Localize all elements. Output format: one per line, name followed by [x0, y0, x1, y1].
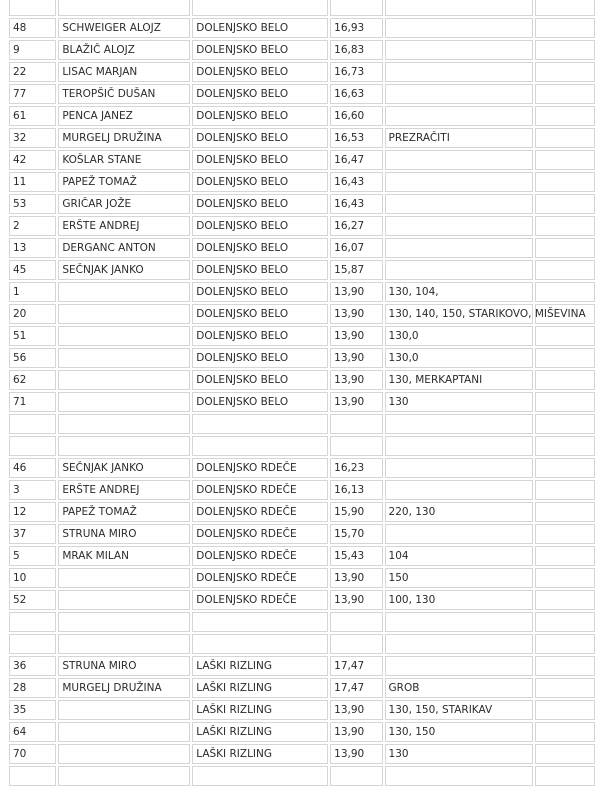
producer-name-cell: PENCA JANEZ [58, 106, 190, 126]
table-row [9, 194, 595, 214]
producer-name-cell [58, 766, 190, 786]
extra-cell [535, 612, 595, 632]
wine-type-cell: LAŠKI RIZLING [192, 744, 328, 764]
producer-name-cell [58, 436, 190, 456]
score-cell [330, 766, 382, 786]
sample-number-cell: 70 [9, 744, 56, 764]
producer-name-cell: DERGANC ANTON [58, 238, 190, 258]
wine-type-cell: DOLENJSKO RDEČE [192, 546, 328, 566]
producer-name-cell: GRIČAR JOŽE [58, 194, 190, 214]
producer-name-cell [58, 304, 190, 324]
table-row [9, 238, 595, 258]
wine-type-cell: DOLENJSKO BELO [192, 260, 328, 280]
remarks-cell [385, 62, 533, 82]
producer-name-cell [58, 392, 190, 412]
producer-name-cell: SEČNJAK JANKO [58, 260, 190, 280]
remarks-cell: 130,0 [385, 348, 533, 368]
extra-cell [535, 458, 595, 478]
sample-number-cell [9, 0, 56, 16]
remarks-cell: 130, 150 [385, 722, 533, 742]
table-row [9, 590, 595, 610]
producer-name-cell [58, 722, 190, 742]
table-row [9, 480, 595, 500]
score-cell: 13,90 [330, 348, 382, 368]
remarks-cell [385, 612, 533, 632]
wine-type-cell: DOLENJSKO BELO [192, 150, 328, 170]
table-row [9, 568, 595, 588]
producer-name-cell: KOŠLAR STANE [58, 150, 190, 170]
table-row [9, 0, 595, 16]
sample-number-cell: 52 [9, 590, 56, 610]
extra-cell [535, 722, 595, 742]
score-cell: 16,63 [330, 84, 382, 104]
score-cell: 16,07 [330, 238, 382, 258]
wine-type-cell: LAŠKI RIZLING [192, 722, 328, 742]
sample-number-cell: 13 [9, 238, 56, 258]
sample-number-cell: 71 [9, 392, 56, 412]
table-row [9, 216, 595, 236]
producer-name-cell: MURGELJ DRUŽINA [58, 678, 190, 698]
sample-number-cell: 9 [9, 40, 56, 60]
extra-cell [535, 744, 595, 764]
extra-cell [535, 0, 595, 16]
table-row [9, 62, 595, 82]
producer-name-cell: SCHWEIGER ALOJZ [58, 18, 190, 38]
wine-type-cell: DOLENJSKO BELO [192, 62, 328, 82]
remarks-cell [385, 172, 533, 192]
wine-type-cell: DOLENJSKO BELO [192, 84, 328, 104]
table-row [9, 150, 595, 170]
producer-name-cell: PAPEŽ TOMAŽ [58, 502, 190, 522]
remarks-cell [385, 84, 533, 104]
score-cell: 16,83 [330, 40, 382, 60]
sample-number-cell: 12 [9, 502, 56, 522]
table-row [9, 414, 595, 434]
table-row [9, 18, 595, 38]
table-row [9, 546, 595, 566]
remarks-cell: PREZRAČITI [385, 128, 533, 148]
score-cell: 15,43 [330, 546, 382, 566]
extra-cell [535, 656, 595, 676]
sample-number-cell: 61 [9, 106, 56, 126]
table-row [9, 370, 595, 390]
wine-type-cell: DOLENJSKO RDEČE [192, 524, 328, 544]
score-cell: 13,90 [330, 370, 382, 390]
remarks-cell: 130 [385, 744, 533, 764]
remarks-cell [385, 260, 533, 280]
producer-name-cell: LISAC MARJAN [58, 62, 190, 82]
sample-number-cell: 5 [9, 546, 56, 566]
score-cell: 13,90 [330, 568, 382, 588]
remarks-cell [385, 480, 533, 500]
extra-cell [535, 480, 595, 500]
sample-number-cell: 42 [9, 150, 56, 170]
wine-type-cell: DOLENJSKO RDEČE [192, 502, 328, 522]
remarks-cell [385, 194, 533, 214]
remarks-cell: GROB [385, 678, 533, 698]
extra-cell [535, 62, 595, 82]
sample-number-cell [9, 634, 56, 654]
extra-cell [535, 568, 595, 588]
sample-number-cell: 46 [9, 458, 56, 478]
sample-number-cell [9, 436, 56, 456]
table-row [9, 436, 595, 456]
table-row [9, 304, 595, 324]
remarks-cell [385, 150, 533, 170]
remarks-cell: 130,0 [385, 326, 533, 346]
wine-type-cell: DOLENJSKO BELO [192, 326, 328, 346]
wine-type-cell: DOLENJSKO BELO [192, 194, 328, 214]
producer-name-cell: STRUNA MIRO [58, 656, 190, 676]
sample-number-cell: 77 [9, 84, 56, 104]
wine-type-cell [192, 612, 328, 632]
producer-name-cell: MURGELJ DRUŽINA [58, 128, 190, 148]
sample-number-cell: 48 [9, 18, 56, 38]
remarks-cell [385, 524, 533, 544]
producer-name-cell [58, 0, 190, 16]
wine-type-cell: DOLENJSKO BELO [192, 40, 328, 60]
wine-type-cell [192, 634, 328, 654]
score-cell: 13,90 [330, 304, 382, 324]
score-cell: 13,90 [330, 744, 382, 764]
producer-name-cell: TEROPŠIČ DUŠAN [58, 84, 190, 104]
producer-name-cell: PAPEŽ TOMAŽ [58, 172, 190, 192]
remarks-cell [385, 18, 533, 38]
table-row [9, 700, 595, 720]
extra-cell [535, 194, 595, 214]
sample-number-cell: 2 [9, 216, 56, 236]
score-cell: 16,53 [330, 128, 382, 148]
remarks-cell [385, 634, 533, 654]
producer-name-cell [58, 700, 190, 720]
score-cell: 16,47 [330, 150, 382, 170]
wine-type-cell: DOLENJSKO BELO [192, 172, 328, 192]
producer-name-cell: ERŠTE ANDREJ [58, 480, 190, 500]
producer-name-cell [58, 634, 190, 654]
remarks-cell: 130, 150, STARIKAV [385, 700, 533, 720]
score-cell: 15,90 [330, 502, 382, 522]
wine-type-cell: DOLENJSKO RDEČE [192, 458, 328, 478]
table-row [9, 612, 595, 632]
extra-cell [535, 436, 595, 456]
wine-type-cell: LAŠKI RIZLING [192, 700, 328, 720]
sample-number-cell: 53 [9, 194, 56, 214]
extra-cell [535, 40, 595, 60]
extra-cell [535, 348, 595, 368]
wine-type-cell: DOLENJSKO RDEČE [192, 590, 328, 610]
extra-cell [535, 172, 595, 192]
results-table-body [9, 0, 595, 786]
sample-number-cell: 22 [9, 62, 56, 82]
extra-cell [535, 150, 595, 170]
extra-cell [535, 634, 595, 654]
table-row [9, 458, 595, 478]
remarks-cell [385, 766, 533, 786]
table-row [9, 634, 595, 654]
results-table [7, 0, 597, 788]
sample-number-cell: 10 [9, 568, 56, 588]
sample-number-cell [9, 766, 56, 786]
remarks-cell: 150 [385, 568, 533, 588]
table-row [9, 282, 595, 302]
sample-number-cell: 36 [9, 656, 56, 676]
wine-type-cell [192, 766, 328, 786]
sample-number-cell: 20 [9, 304, 56, 324]
table-row [9, 348, 595, 368]
remarks-cell [385, 216, 533, 236]
sample-number-cell [9, 612, 56, 632]
wine-type-cell [192, 414, 328, 434]
producer-name-cell: ERŠTE ANDREJ [58, 216, 190, 236]
extra-cell [535, 524, 595, 544]
score-cell [330, 436, 382, 456]
extra-cell [535, 238, 595, 258]
remarks-cell [385, 414, 533, 434]
sample-number-cell [9, 414, 56, 434]
wine-type-cell: DOLENJSKO BELO [192, 370, 328, 390]
remarks-cell: 130, 140, 150, STARIKOVO, MIŠEVINA [385, 304, 533, 324]
extra-cell [535, 502, 595, 522]
extra-cell [535, 128, 595, 148]
score-cell: 16,93 [330, 18, 382, 38]
extra-cell [535, 18, 595, 38]
producer-name-cell [58, 348, 190, 368]
wine-type-cell: DOLENJSKO BELO [192, 348, 328, 368]
extra-cell [535, 216, 595, 236]
wine-type-cell: DOLENJSKO RDEČE [192, 480, 328, 500]
producer-name-cell: STRUNA MIRO [58, 524, 190, 544]
sample-number-cell: 3 [9, 480, 56, 500]
wine-type-cell: DOLENJSKO BELO [192, 18, 328, 38]
score-cell: 13,90 [330, 722, 382, 742]
score-cell: 16,43 [330, 194, 382, 214]
score-cell: 16,60 [330, 106, 382, 126]
extra-cell [535, 766, 595, 786]
table-row [9, 766, 595, 786]
producer-name-cell [58, 414, 190, 434]
table-row [9, 128, 595, 148]
producer-name-cell [58, 370, 190, 390]
extra-cell [535, 678, 595, 698]
table-row [9, 524, 595, 544]
score-cell [330, 612, 382, 632]
sample-number-cell: 32 [9, 128, 56, 148]
wine-type-cell: DOLENJSKO BELO [192, 106, 328, 126]
wine-type-cell: DOLENJSKO BELO [192, 238, 328, 258]
extra-cell [535, 84, 595, 104]
producer-name-cell: SEČNJAK JANKO [58, 458, 190, 478]
table-row [9, 260, 595, 280]
remarks-cell: 130 [385, 392, 533, 412]
wine-type-cell: DOLENJSKO BELO [192, 128, 328, 148]
score-cell [330, 634, 382, 654]
remarks-cell [385, 106, 533, 126]
extra-cell [535, 392, 595, 412]
remarks-cell [385, 458, 533, 478]
score-cell [330, 414, 382, 434]
table-row [9, 106, 595, 126]
table-row [9, 84, 595, 104]
producer-name-cell: BLAŽIČ ALOJZ [58, 40, 190, 60]
sample-number-cell: 35 [9, 700, 56, 720]
sample-number-cell: 28 [9, 678, 56, 698]
producer-name-cell [58, 744, 190, 764]
score-cell: 13,90 [330, 590, 382, 610]
table-row [9, 722, 595, 742]
wine-type-cell: DOLENJSKO BELO [192, 304, 328, 324]
remarks-cell: 220, 130 [385, 502, 533, 522]
score-cell: 13,90 [330, 326, 382, 346]
score-cell: 15,87 [330, 260, 382, 280]
table-row [9, 172, 595, 192]
producer-name-cell [58, 612, 190, 632]
remarks-cell [385, 0, 533, 16]
table-row [9, 392, 595, 412]
extra-cell [535, 282, 595, 302]
score-cell: 16,27 [330, 216, 382, 236]
remarks-cell: 100, 130 [385, 590, 533, 610]
table-row [9, 326, 595, 346]
table-row [9, 678, 595, 698]
table-row [9, 744, 595, 764]
score-cell: 16,73 [330, 62, 382, 82]
score-cell: 13,90 [330, 392, 382, 412]
sample-number-cell: 51 [9, 326, 56, 346]
score-cell: 13,90 [330, 700, 382, 720]
wine-type-cell [192, 436, 328, 456]
remarks-cell [385, 656, 533, 676]
score-cell: 17,47 [330, 656, 382, 676]
producer-name-cell [58, 568, 190, 588]
extra-cell [535, 590, 595, 610]
wine-type-cell: DOLENJSKO BELO [192, 282, 328, 302]
sample-number-cell: 45 [9, 260, 56, 280]
producer-name-cell [58, 590, 190, 610]
sample-number-cell: 37 [9, 524, 56, 544]
sample-number-cell: 1 [9, 282, 56, 302]
table-row [9, 502, 595, 522]
producer-name-cell: MRAK MILAN [58, 546, 190, 566]
wine-type-cell: LAŠKI RIZLING [192, 678, 328, 698]
score-cell: 16,43 [330, 172, 382, 192]
wine-type-cell: DOLENJSKO BELO [192, 216, 328, 236]
wine-type-cell [192, 0, 328, 16]
remarks-cell [385, 238, 533, 258]
remarks-cell [385, 40, 533, 60]
sample-number-cell: 11 [9, 172, 56, 192]
score-cell [330, 0, 382, 16]
extra-cell [535, 700, 595, 720]
score-cell: 13,90 [330, 282, 382, 302]
extra-cell [535, 106, 595, 126]
sample-number-cell: 56 [9, 348, 56, 368]
extra-cell [535, 414, 595, 434]
extra-cell [535, 370, 595, 390]
score-cell: 16,13 [330, 480, 382, 500]
wine-type-cell: LAŠKI RIZLING [192, 656, 328, 676]
remarks-cell [385, 436, 533, 456]
producer-name-cell [58, 282, 190, 302]
table-row [9, 40, 595, 60]
remarks-cell: 130, 104, [385, 282, 533, 302]
extra-cell [535, 260, 595, 280]
score-cell: 15,70 [330, 524, 382, 544]
extra-cell [535, 546, 595, 566]
remarks-cell: 130, MERKAPTANI [385, 370, 533, 390]
table-row [9, 656, 595, 676]
remarks-cell: 104 [385, 546, 533, 566]
score-cell: 17,47 [330, 678, 382, 698]
producer-name-cell [58, 326, 190, 346]
sample-number-cell: 64 [9, 722, 56, 742]
extra-cell [535, 326, 595, 346]
score-cell: 16,23 [330, 458, 382, 478]
wine-type-cell: DOLENJSKO BELO [192, 392, 328, 412]
sample-number-cell: 62 [9, 370, 56, 390]
wine-type-cell: DOLENJSKO RDEČE [192, 568, 328, 588]
